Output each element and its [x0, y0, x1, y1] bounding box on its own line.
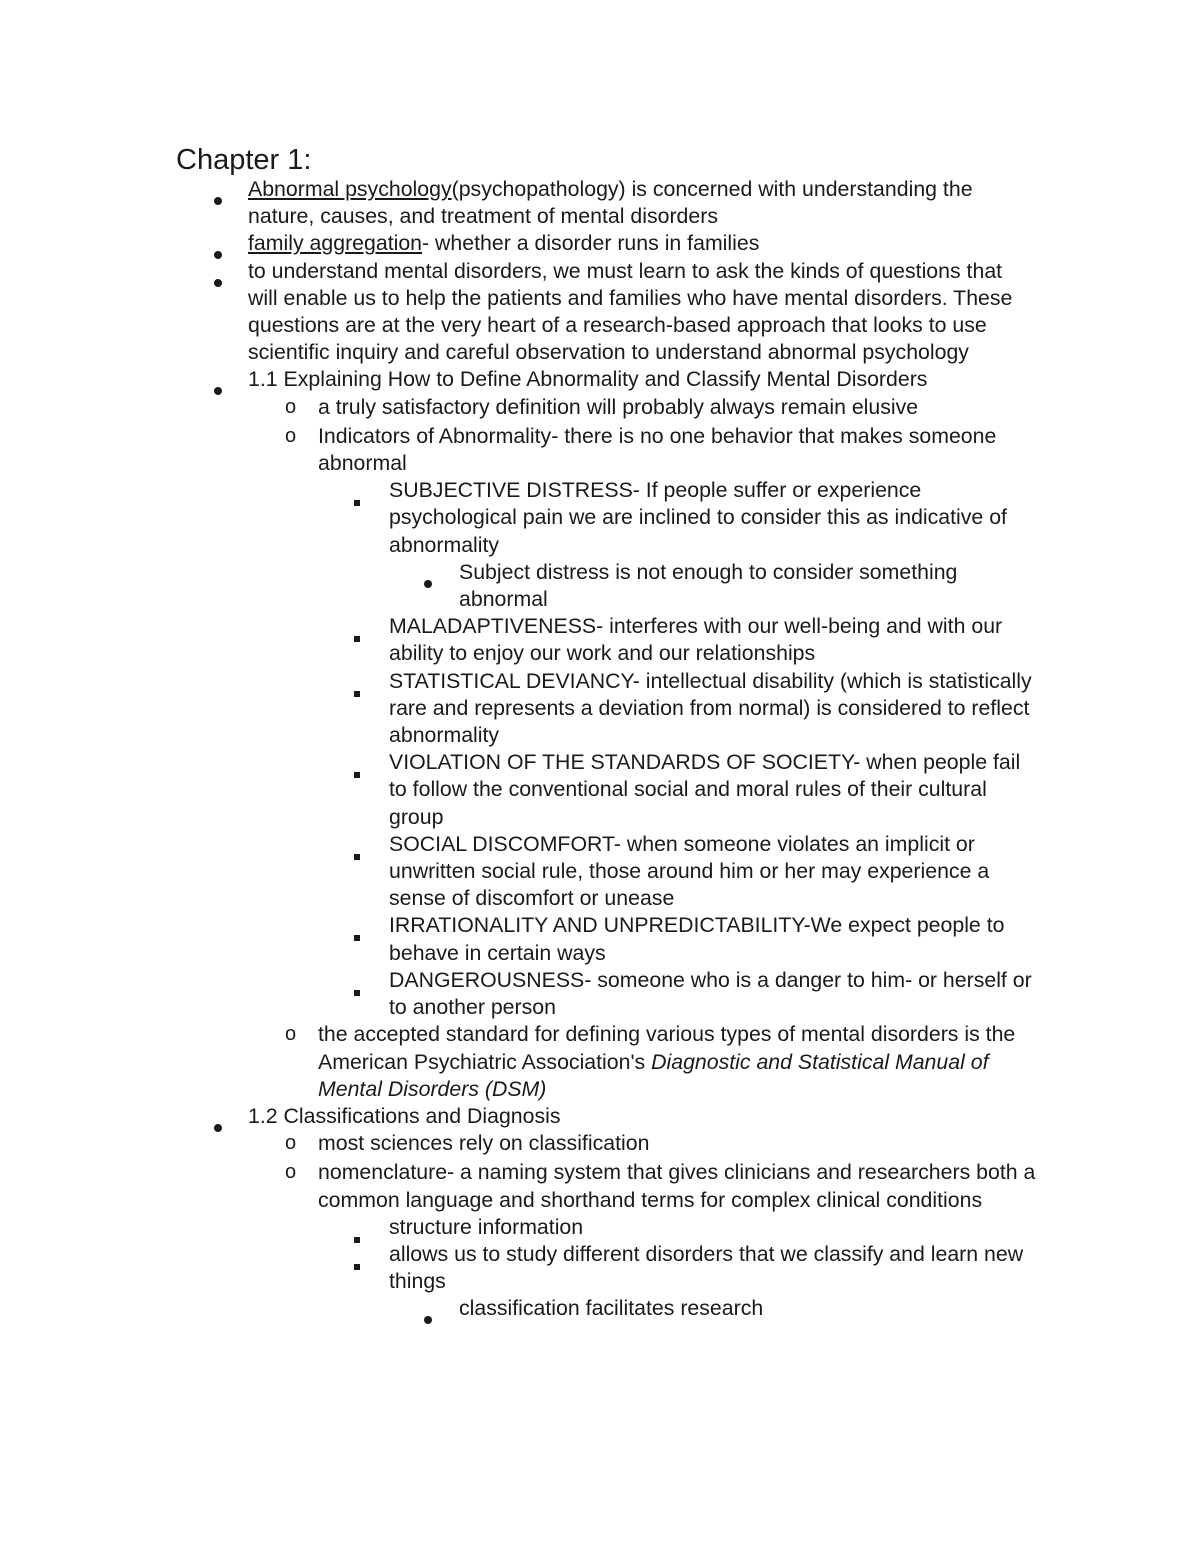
list-item: [176, 668, 1036, 750]
item-text: to understand mental disorders, we must learn to ask the kinds of questions that will enable us to help the patients and families who have mental disorders. These questions are at the very heart of a research-based approach that looks to use scientific inquiry and careful observation to understand abnormal psychology: [248, 258, 1013, 365]
list-item: [176, 1295, 1036, 1322]
list-item: [176, 230, 1036, 257]
item-text: Subject distress is not enough to consider something abnormal: [459, 559, 958, 612]
item-text: a truly satisfactory definition will probably always remain elusive: [318, 394, 919, 419]
bullet-disc-icon: [424, 559, 432, 586]
bullet-square-icon: [354, 967, 360, 994]
item-text: SUBJECTIVE DISTRESS- If people suffer or experience psychological pain we are inclined to consider this as indicative of abnormality: [389, 478, 1007, 557]
item-text: MALADAPTIVENESS- interferes with our well-being and with our ability to enjoy our work and our relationships: [389, 614, 1003, 666]
bullet-disc-icon: [214, 1103, 222, 1130]
bullet-square-icon: [354, 912, 360, 939]
bullet-square-icon: [354, 831, 360, 858]
item-text: (psychopathology) is concerned with understanding the nature, causes, and treatment of mental disorders: [248, 177, 973, 229]
list-item: [176, 1130, 1036, 1157]
item-text: STATISTICAL DEVIANCY- intellectual disability (which is statistically rare and represents a deviation from normal) is considered to reflect abnormality: [389, 668, 1032, 748]
list-item: [176, 831, 1036, 913]
term-abnormal-psychology: Abnormal psychology: [248, 177, 452, 201]
list-item: [176, 912, 1036, 966]
list-item: [176, 1214, 1036, 1241]
item-text: Indicators of Abnormality- there is no one behavior that makes someone abnormal: [318, 423, 997, 476]
chapter-title: Chapter 1:: [176, 144, 312, 176]
list-item: [176, 477, 1036, 559]
term-family-aggregation: family aggregation: [248, 231, 423, 256]
item-text: 1.1 Explaining How to Define Abnormality and Classify Mental Disorders: [248, 367, 928, 392]
bullet-circle-icon: o: [285, 1161, 297, 1184]
bullet-circle-icon: o: [285, 395, 297, 418]
bullet-square-icon: [354, 477, 360, 504]
bullet-square-icon: [354, 749, 360, 776]
bullet-circle-icon: o: [285, 1132, 297, 1155]
item-text: allows us to study different disorders that we classify and learn new things: [389, 1241, 1024, 1294]
item-text: nomenclature- a naming system that gives clinicians and researchers both a common language and shorthand terms for complex clinical conditions: [318, 1160, 1036, 1212]
bullet-disc-icon: [214, 258, 222, 285]
bullet-disc-icon: [214, 366, 222, 393]
notes-list: [176, 176, 1036, 1323]
bullet-square-icon: [354, 1241, 360, 1268]
item-text: classification facilitates research: [459, 1296, 764, 1321]
dsm-title: Diagnostic and Statistical Manual of Mental Disorders (DSM): [318, 1049, 989, 1101]
list-item: [176, 559, 1036, 613]
section-heading-1-2: [176, 1103, 1036, 1130]
list-item: [176, 1021, 1036, 1103]
item-text: VIOLATION OF THE STANDARDS OF SOCIETY- when people fail to follow the conventional social and moral rules of their cultural group: [389, 750, 1021, 829]
section-heading-1-1: [176, 366, 1036, 393]
bullet-square-icon: [354, 613, 360, 640]
list-item: [176, 967, 1036, 1021]
list-item: [176, 1159, 1036, 1213]
list-item: [176, 613, 1036, 667]
bullet-square-icon: [354, 668, 360, 695]
bullet-disc-icon: [424, 1295, 432, 1322]
list-item: [176, 394, 1036, 421]
item-text: structure information: [389, 1214, 584, 1239]
item-text: 1.2 Classifications and Diagnosis: [248, 1103, 561, 1128]
item-text: most sciences rely on classification: [318, 1131, 650, 1156]
item-text: - whether a disorder runs in families: [422, 231, 760, 256]
list-item: [176, 423, 1036, 477]
list-item: [176, 749, 1036, 831]
list-item: [176, 176, 1036, 230]
item-text: SOCIAL DISCOMFORT- when someone violates an implicit or unwritten social rule, those around him or her may experience a sense of discomfort or unease: [389, 831, 990, 911]
list-item: [176, 258, 1036, 367]
item-text: the accepted standard for defining various types of mental disorders is the American Psychiatric Association's: [318, 1022, 1016, 1074]
bullet-disc-icon: [214, 176, 222, 203]
bullet-circle-icon: o: [285, 1023, 297, 1046]
bullet-circle-icon: o: [285, 424, 297, 447]
item-text: DANGEROUSNESS- someone who is a danger to him- or herself or to another person: [389, 967, 1032, 1020]
item-text: IRRATIONALITY AND UNPREDICTABILITY-We expect people to behave in certain ways: [389, 913, 1005, 965]
bullet-square-icon: [354, 1214, 360, 1241]
bullet-disc-icon: [214, 230, 222, 257]
list-item: [176, 1241, 1036, 1295]
